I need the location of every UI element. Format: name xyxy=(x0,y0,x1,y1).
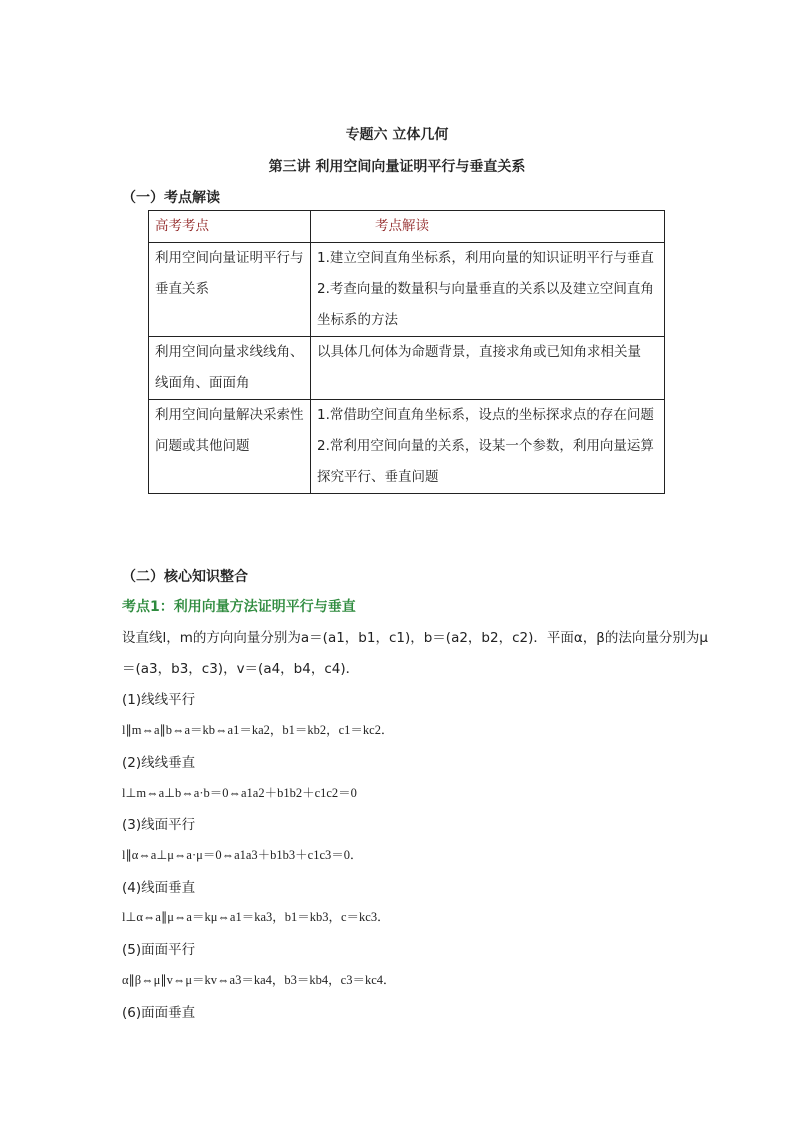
item-label-3: (3)线面平行 xyxy=(122,817,196,833)
item-label-1: (1)线线平行 xyxy=(122,692,196,708)
table-header-row xyxy=(149,211,665,243)
table-header-topic: 高考考点 xyxy=(149,211,311,243)
desc-line: 2.常利用空间向量的关系，设某一个参数，利用向量运算探究平行、垂直问题 xyxy=(317,438,654,485)
formula-3: l∥α⇔a⊥μ⇔a·μ＝0⇔a1a3＋b1b3＋c1c3＝0． xyxy=(122,848,363,862)
table-row xyxy=(149,337,665,400)
table-cell-topic: 利用空间向量解决采索性问题或其他问题 xyxy=(149,400,311,494)
desc-line: 以具体几何体为命题背景，直接求角或已知角求相关量 xyxy=(317,344,641,360)
table-cell-topic: 利用空间向量求线线角、线面角、面面角 xyxy=(149,337,311,400)
item-label-2: (2)线线垂直 xyxy=(122,755,196,771)
item-label-6: (6)面面垂直 xyxy=(122,1005,196,1021)
intro-line-2: ＝(a3，b3，c3)，v＝(a4，b4，c4)． xyxy=(122,661,360,677)
formula-1: l∥m⇔a∥b⇔a＝kb⇔a1＝ka2，b1＝kb2，c1＝kc2． xyxy=(122,723,394,737)
desc-line: 1.常借助空间直角坐标系，设点的坐标探求点的存在问题 xyxy=(317,407,654,423)
table-header-desc: 考点解读 xyxy=(311,211,665,243)
desc-line: 2.考查向量的数量积与向量垂直的关系以及建立空间直角坐标系的方法 xyxy=(317,281,654,328)
formula-5: α∥β⇔μ∥v⇔μ＝kv⇔a3＝ka4，b3＝kb4，c3＝kc4． xyxy=(122,973,396,987)
table-row xyxy=(149,243,665,337)
doc-title: 专题六 立体几何 xyxy=(345,127,449,143)
doc-subtitle: 第三讲 利用空间向量证明平行与垂直关系 xyxy=(268,159,526,175)
table-cell-desc xyxy=(311,400,665,494)
table-row xyxy=(149,400,665,494)
formula-4: l⊥α⇔a∥μ⇔a＝kμ⇔a1＝ka3，b1＝kb3，c＝kc3． xyxy=(122,910,390,924)
table-cell-topic: 利用空间向量证明平行与垂直关系 xyxy=(149,243,311,337)
table-cell-desc xyxy=(311,243,665,337)
exam-points-table xyxy=(148,210,665,494)
item-label-5: (5)面面平行 xyxy=(122,942,196,958)
section-heading-1: （一）考点解读 xyxy=(122,190,220,206)
formula-2: l⊥m⇔a⊥b⇔a·b＝0⇔a1a2＋b1b2＋c1c2＝0 xyxy=(122,786,357,800)
item-label-4: (4)线面垂直 xyxy=(122,880,196,896)
intro-line-1: 设直线l，m的方向向量分别为a＝(a1，b1，c1)，b＝(a2，b2，c2)．平面α，β的法向量分别为μ xyxy=(122,630,708,646)
section-heading-2: （二）核心知识整合 xyxy=(122,569,248,585)
desc-line: 1.建立空间直角坐标系，利用向量的知识证明平行与垂直 xyxy=(317,250,654,266)
table-cell-desc xyxy=(311,337,665,400)
kaodian-heading: 考点1：利用向量方法证明平行与垂直 xyxy=(122,599,356,615)
